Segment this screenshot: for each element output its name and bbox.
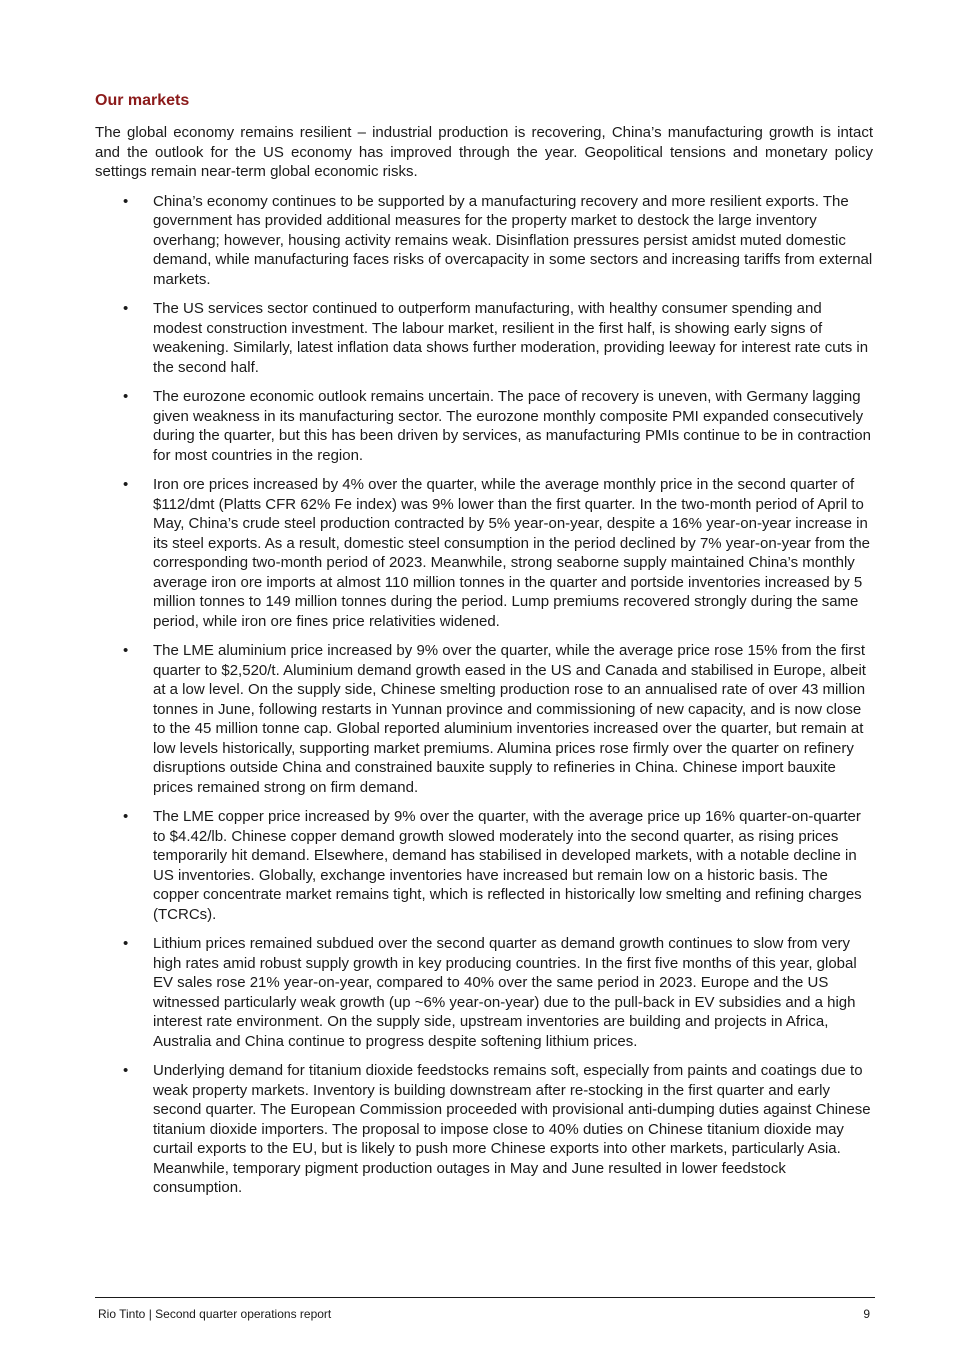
market-bullet-list [95,192,873,1198]
bullet-text: Underlying demand for titanium dioxide feedstocks remains soft, especially from paints and coatings due to weak property markets. Inventory is building downstream after re-stocking in the first quarter and early second quarter. The European Commission proceeded with provisional anti-dumping duties against Chinese titanium dioxide importers. The proposal to impose close to 40% duties on Chinese titanium dioxide may curtail exports to the EU, but is likely to push more Chinese exports into other markets, particularly Asia. Meanwhile, temporary pigment production outages in May and June resulted in lower feedstock consumption. [153,1062,871,1196]
bullet-text: Iron ore prices increased by 4% over the quarter, while the average monthly price in the second quarter of $112/dmt (Platts CFR 62% Fe index) was 9% lower than the first quarter. In the two-month period of April to May, China’s crude steel production contracted by 5% year-on-year, despite a 16% year-on-year increase in its steel exports. As a result, domestic steel consumption in the period declined by 7% year-on-year from the corresponding two-month period of 2023. Meanwhile, strong seaborne supply maintained China’s monthly average iron ore imports at almost 110 million tonnes in the quarter and portside inventories increased by 5 million tonnes to 149 million tonnes during the period. Lump premiums recovered strongly during the same period, while iron ore fines price relativities widened. [153,476,871,630]
page-footer [98,1307,870,1322]
bullet-eurozone [95,387,873,465]
bullet-marker: • [123,476,129,493]
bullet-titanium-dioxide [95,1061,873,1198]
bullet-marker: • [123,192,129,210]
bullet-text: The LME aluminium price increased by 9% over the quarter, while the average price rose 15% from the first quarter to $2,520/t. Aluminium demand growth eased in the US and Canada and stabilised in Europe, albeit at a low level. On the supply side, Chinese smelting production rose to an annualised rate of over 43 million tonnes in June, following restarts in Yunnan province and commissioning of new capacity, and is now close to the 45 million tonne cap. Global reported aluminium inventories increased over the quarter, but remain at low levels historically, supporting market premiums. Alumina prices rose firmly over the quarter on refinery disruptions outside China and constrained bauxite supply to refineries in China. Chinese import bauxite prices remained strong on firm demand. [153,642,866,796]
bullet-marker: • [123,1062,129,1079]
footer-report-title: Rio Tinto | Second quarter operations report [98,1307,332,1321]
bullet-marker: • [123,808,129,825]
bullet-text: Lithium prices remained subdued over the second quarter as demand growth continues to slow from very high rates amid robust supply growth in key producing countries. In the first five months of this year, global EV sales rose 21% year-on-year, compared to 40% over the same period in 2023. Europe and the US witnessed particularly weak growth (up ~6% year-on-year) due to the pull-back in EV subsidies and a high interest rate environment. On the supply side, upstream inventories are building and projects in Africa, Australia and China continue to progress despite softening lithium prices. [153,935,857,1050]
bullet-copper [95,807,873,924]
bullet-text: China’s economy continues to be supported by a manufacturing recovery and more resilient exports. The government has provided additional measures for the property market to destock the large inventory overhang; however, housing activity remains weak. Disinflation pressures persist amidst muted domestic demand, while manufacturing faces risks of overcapacity in some sectors and increasing tariffs from external markets. [153,192,873,288]
bullet-lithium [95,934,873,1051]
bullet-text: The LME copper price increased by 9% over the quarter, with the average price up 16% quarter-on-quarter to $4.42/lb. Chinese copper demand growth slowed moderately into the second quarter, as rising prices temporarily hit demand. Elsewhere, demand has stabilised in developed markets, with a notable decline in US inventories. Globally, exchange inventories have increased but remain low on a historic basis. The copper concentrate market remains tight, which is reflected in historically low smelting and refining charges (TCRCs). [153,808,862,923]
document-page [95,91,873,1208]
bullet-marker: • [123,388,129,405]
bullet-marker: • [123,642,129,659]
bullet-text: The eurozone economic outlook remains uncertain. The pace of recovery is uneven, with Germany lagging given weakness in its manufacturing sector. The eurozone monthly composite PMI expanded consecutively during the quarter, but this has been driven by services, as manufacturing PMIs continue to be in contraction for most countries in the region. [153,388,871,464]
bullet-marker: • [123,935,129,952]
section-heading: Our markets [95,92,190,109]
intro-paragraph: The global economy remains resilient – industrial production is recovering, China’s manufacturing growth is intact and the outlook for the US economy has improved through the year. Geopolitical tensions and monetary policy settings remain near-term global economic risks. [95,124,873,180]
bullet-china [95,192,873,290]
bullet-us [95,299,873,377]
page-number: 9 [863,1307,870,1321]
bullet-aluminium [95,641,873,797]
bullet-text: The US services sector continued to outperform manufacturing, with healthy consumer spending and modest construction investment. The labour market, resilient in the first half, is showing early signs of weakening. Similarly, latest inflation data shows further moderation, providing leeway for interest rate cuts in the second half. [153,300,869,376]
footer-divider [95,1297,875,1298]
bullet-marker: • [123,300,129,317]
bullet-iron-ore [95,475,873,631]
